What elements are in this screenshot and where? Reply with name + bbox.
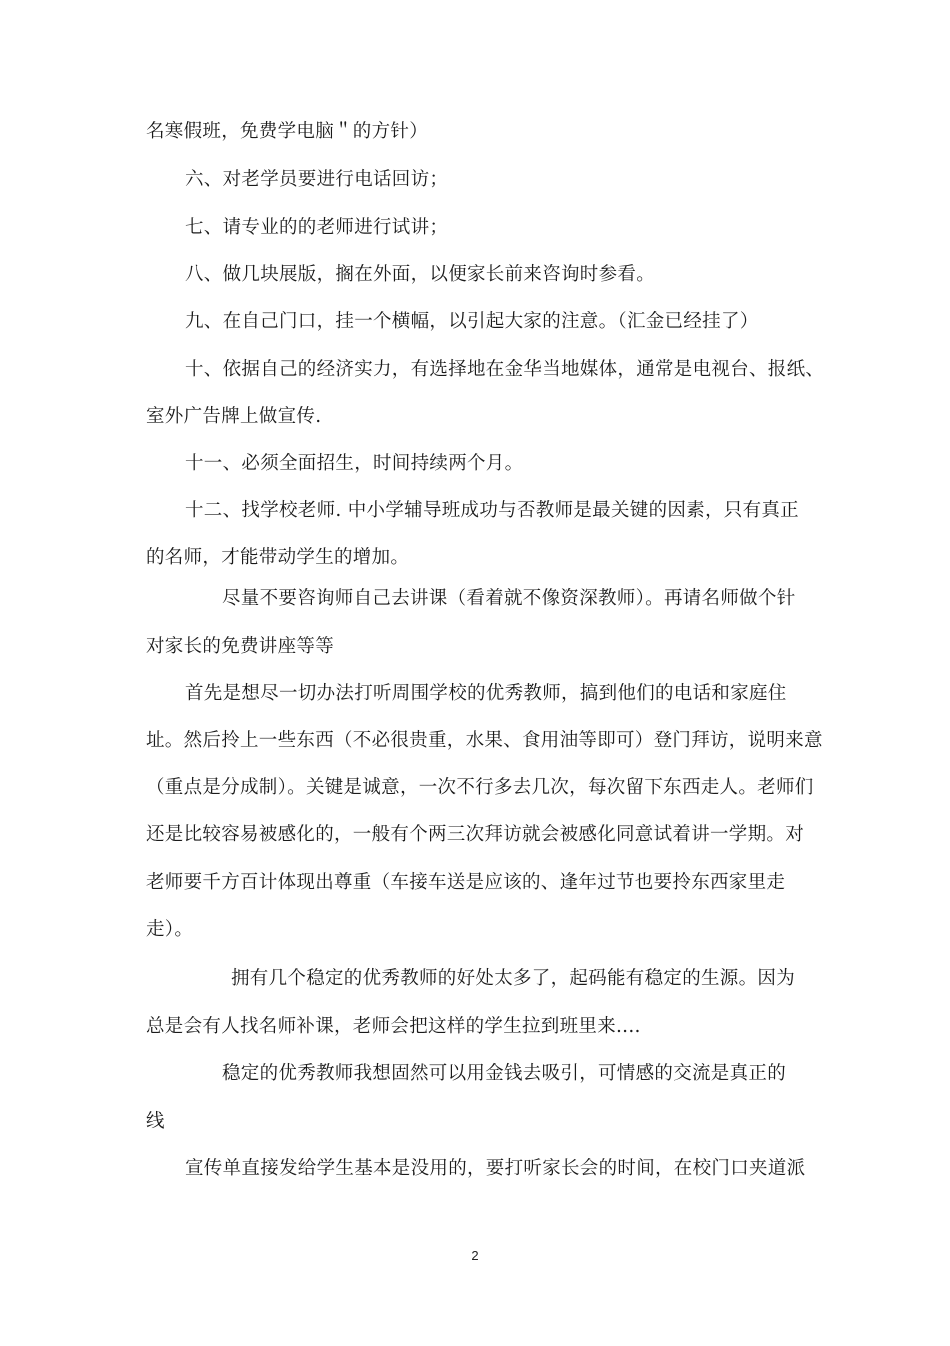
text-line: 十一、必须全面招生，时间持续两个月。	[185, 453, 524, 474]
text-line: 六、对老学员要进行电话回访；	[185, 169, 449, 190]
text-line: 走）。	[146, 919, 194, 940]
page-number: 2	[471, 1248, 479, 1263]
text-line: 九、在自己门口，挂一个横幅，以引起大家的注意。（汇金已经挂了）	[185, 311, 759, 332]
text-line: 的名师，才能带动学生的增加。	[146, 547, 410, 568]
text-line: 十二、找学校老师. 中小学辅导班成功与否教师是最关键的因素，只有真正	[185, 500, 799, 521]
text-line: 址。然后拎上一些东西（不必很贵重，水果、食用油等即可）登门拜访，说明来意	[146, 730, 823, 751]
text-line: 老师要千方百计体现出尊重（车接车送是应该的、逢年过节也要拎东西家里走	[146, 872, 786, 893]
text-line: （重点是分成制）。关键是诚意，一次不行多去几次，每次留下东西走人。老师们	[146, 777, 814, 798]
text-line: 对家长的免费讲座等等	[146, 636, 335, 657]
text-line: 总是会有人找名师补课，老师会把这样的学生拉到班里来....	[146, 1016, 641, 1037]
text-line: 拥有几个稳定的优秀教师的好处太多了，起码能有稳定的生源。因为	[231, 968, 796, 989]
text-line: 七、请专业的的老师进行试讲；	[185, 217, 449, 238]
text-line: 室外广告牌上做宣传.	[146, 406, 322, 427]
text-line: 名寒假班，免费学电脑＂的方针）	[146, 121, 429, 142]
text-line: 宣传单直接发给学生基本是没用的，要打听家长会的时间，在校门口夹道派	[185, 1158, 806, 1179]
text-line: 八、做几块展版，搁在外面，以便家长前来咨询时参看。	[185, 264, 656, 285]
text-line: 线	[146, 1111, 165, 1132]
text-line: 十、依据自己的经济实力，有选择地在金华当地媒体，通常是电视台、报纸、	[185, 359, 825, 380]
text-line: 稳定的优秀教师我想固然可以用金钱去吸引，可情感的交流是真正的	[222, 1063, 787, 1084]
text-line: 还是比较容易被感化的，一般有个两三次拜访就会被感化同意试着讲一学期。对	[146, 824, 805, 845]
text-line: 首先是想尽一切办法打听周围学校的优秀教师，搞到他们的电话和家庭住	[185, 683, 787, 704]
text-line: 尽量不要咨询师自己去讲课（看着就不像资深教师）。再请名师做个针	[222, 588, 796, 609]
